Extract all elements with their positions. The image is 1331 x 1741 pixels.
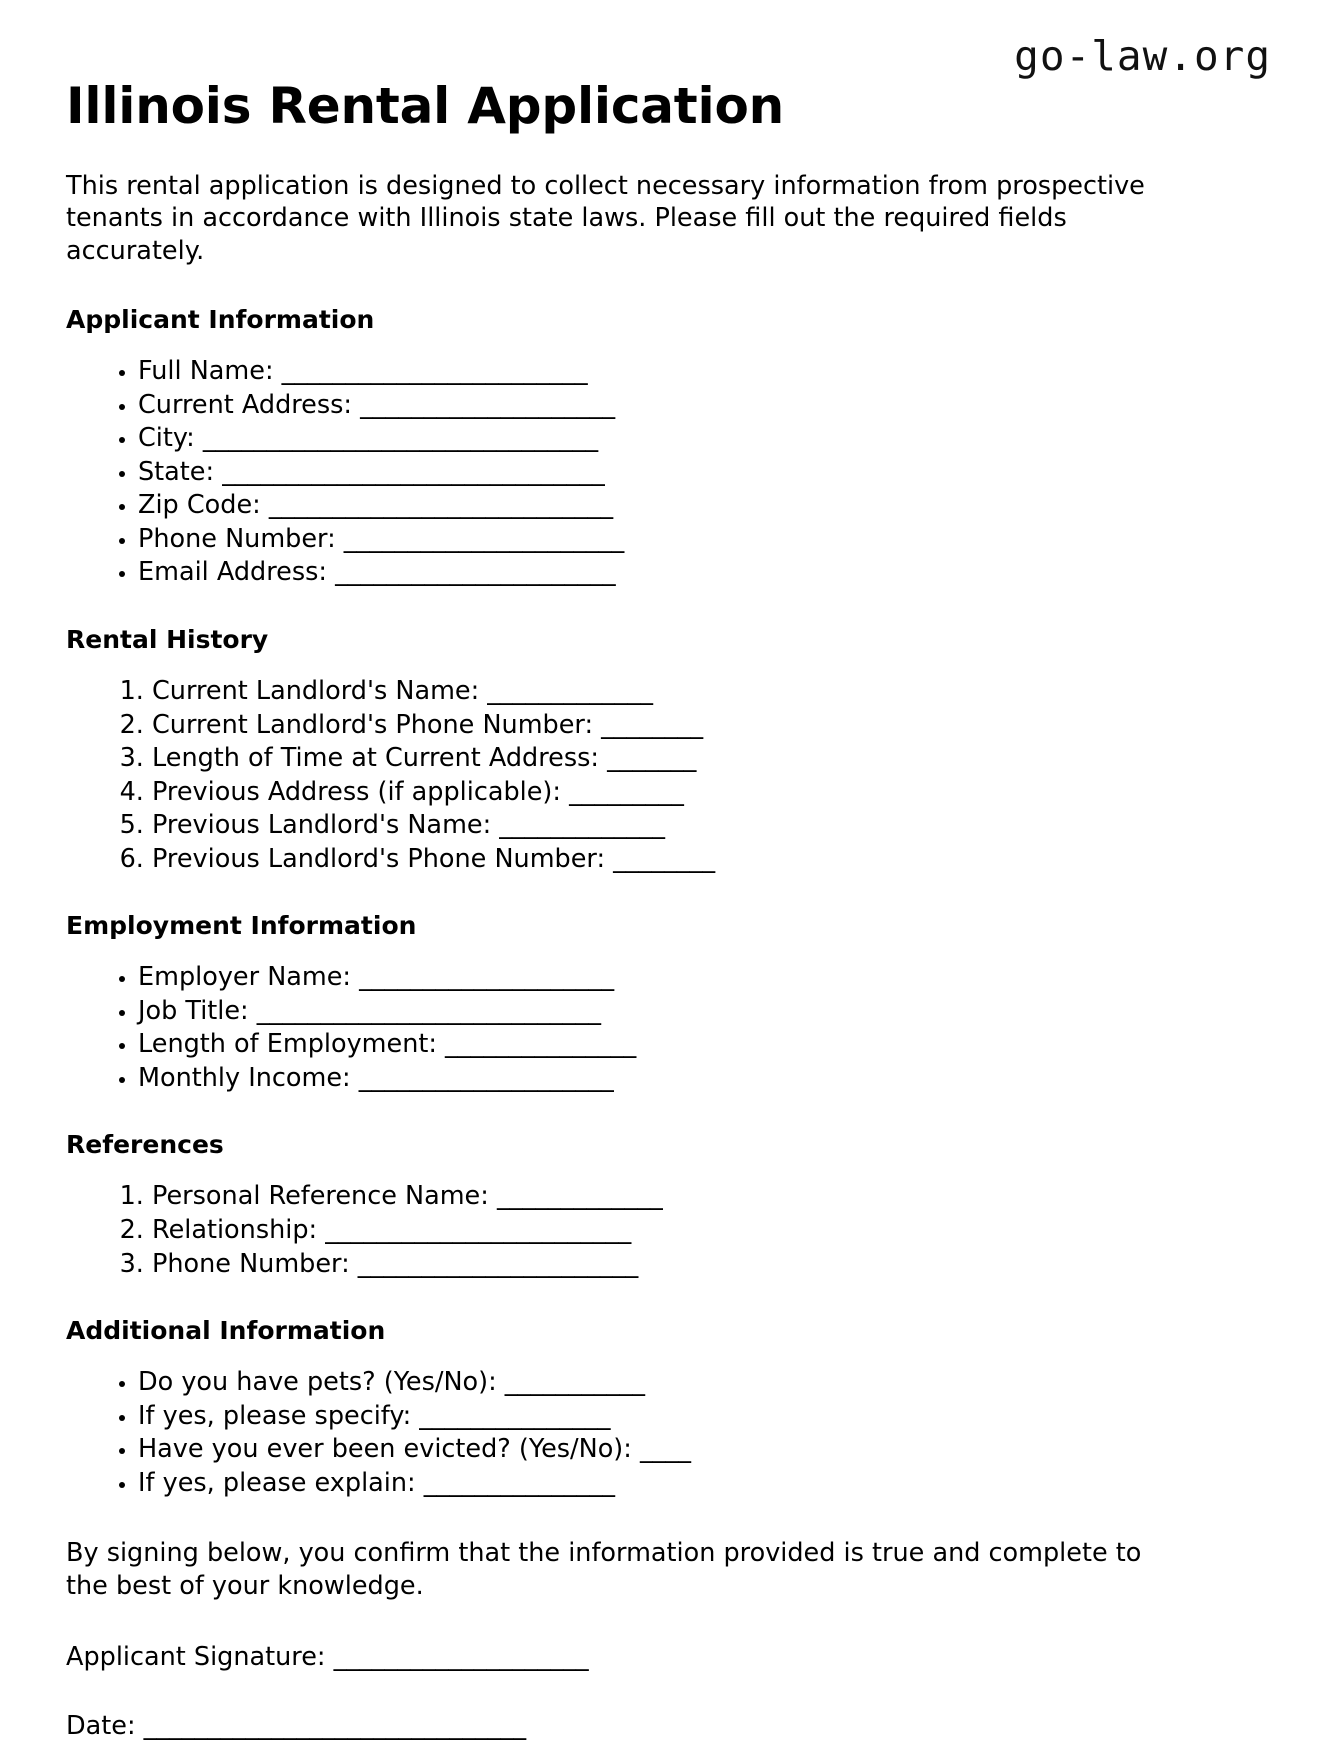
list-item: • Full Name: ________________________ xyxy=(138,357,1188,386)
intro-paragraph: This rental application is designed to collect necessary information from prospective tenants in accordance with Illinois state laws. Please fill out the required fields accurately. xyxy=(66,171,1145,266)
list-item: • Do you have pets? (Yes/No): ___________ xyxy=(138,1368,1188,1397)
list-item: 5. Previous Landlord's Name: _____________ xyxy=(152,811,1188,840)
list-item: • Email Address: ______________________ xyxy=(138,558,1188,587)
document-content xyxy=(66,78,1188,1741)
references-list xyxy=(66,1182,1188,1278)
list-item: • Job Title: ___________________________ xyxy=(138,997,1188,1026)
list-item: • Phone Number: ______________________ xyxy=(138,525,1188,554)
applicant-information-list xyxy=(66,357,1188,587)
date-line: Date: ______________________________ xyxy=(66,1710,527,1741)
list-item: 2. Current Landlord's Phone Number: ________ xyxy=(152,711,1188,740)
list-item: • Have you ever been evicted? (Yes/No): ____ xyxy=(138,1435,1188,1464)
site-logo: go-law.org xyxy=(1014,32,1271,80)
list-item: 1. Personal Reference Name: _____________ xyxy=(152,1182,1188,1211)
page-title: Illinois Rental Application xyxy=(66,77,784,135)
list-item: 4. Previous Address (if applicable): _________ xyxy=(152,778,1188,807)
applicant-signature-line: Applicant Signature: ____________________ xyxy=(66,1642,589,1672)
list-item: • Current Address: ____________________ xyxy=(138,391,1188,420)
section-heading-rental-history: Rental History xyxy=(66,624,269,654)
list-item: • Zip Code: ___________________________ xyxy=(138,491,1188,520)
section-heading-applicant-information: Applicant Information xyxy=(66,305,375,335)
rental-history-list xyxy=(66,677,1188,873)
list-item: 1. Current Landlord's Name: _____________ xyxy=(152,677,1188,706)
employment-information-list xyxy=(66,963,1188,1092)
list-item: 6. Previous Landlord's Phone Number: ________ xyxy=(152,845,1188,874)
list-item: • Employer Name: ____________________ xyxy=(138,963,1188,992)
list-item: 2. Relationship: ________________________ xyxy=(152,1216,1188,1245)
list-item: 3. Phone Number: ______________________ xyxy=(152,1250,1188,1279)
list-item: • If yes, please explain: _______________ xyxy=(138,1469,1188,1498)
list-item: 3. Length of Time at Current Address: _______ xyxy=(152,744,1188,773)
additional-information-list xyxy=(66,1368,1188,1497)
list-item: • If yes, please specify: _______________ xyxy=(138,1402,1188,1431)
section-heading-references: References xyxy=(66,1130,224,1160)
list-item: • City: _______________________________ xyxy=(138,424,1188,453)
closing-paragraph: By signing below, you confirm that the information provided is true and complete to the best of your knowledge. xyxy=(66,1538,1142,1601)
list-item: • Length of Employment: _______________ xyxy=(138,1030,1188,1059)
list-item: • Monthly Income: ____________________ xyxy=(138,1064,1188,1093)
section-heading-employment-information: Employment Information xyxy=(66,911,417,941)
section-heading-additional-information: Additional Information xyxy=(66,1316,386,1346)
list-item: • State: ______________________________ xyxy=(138,458,1188,487)
